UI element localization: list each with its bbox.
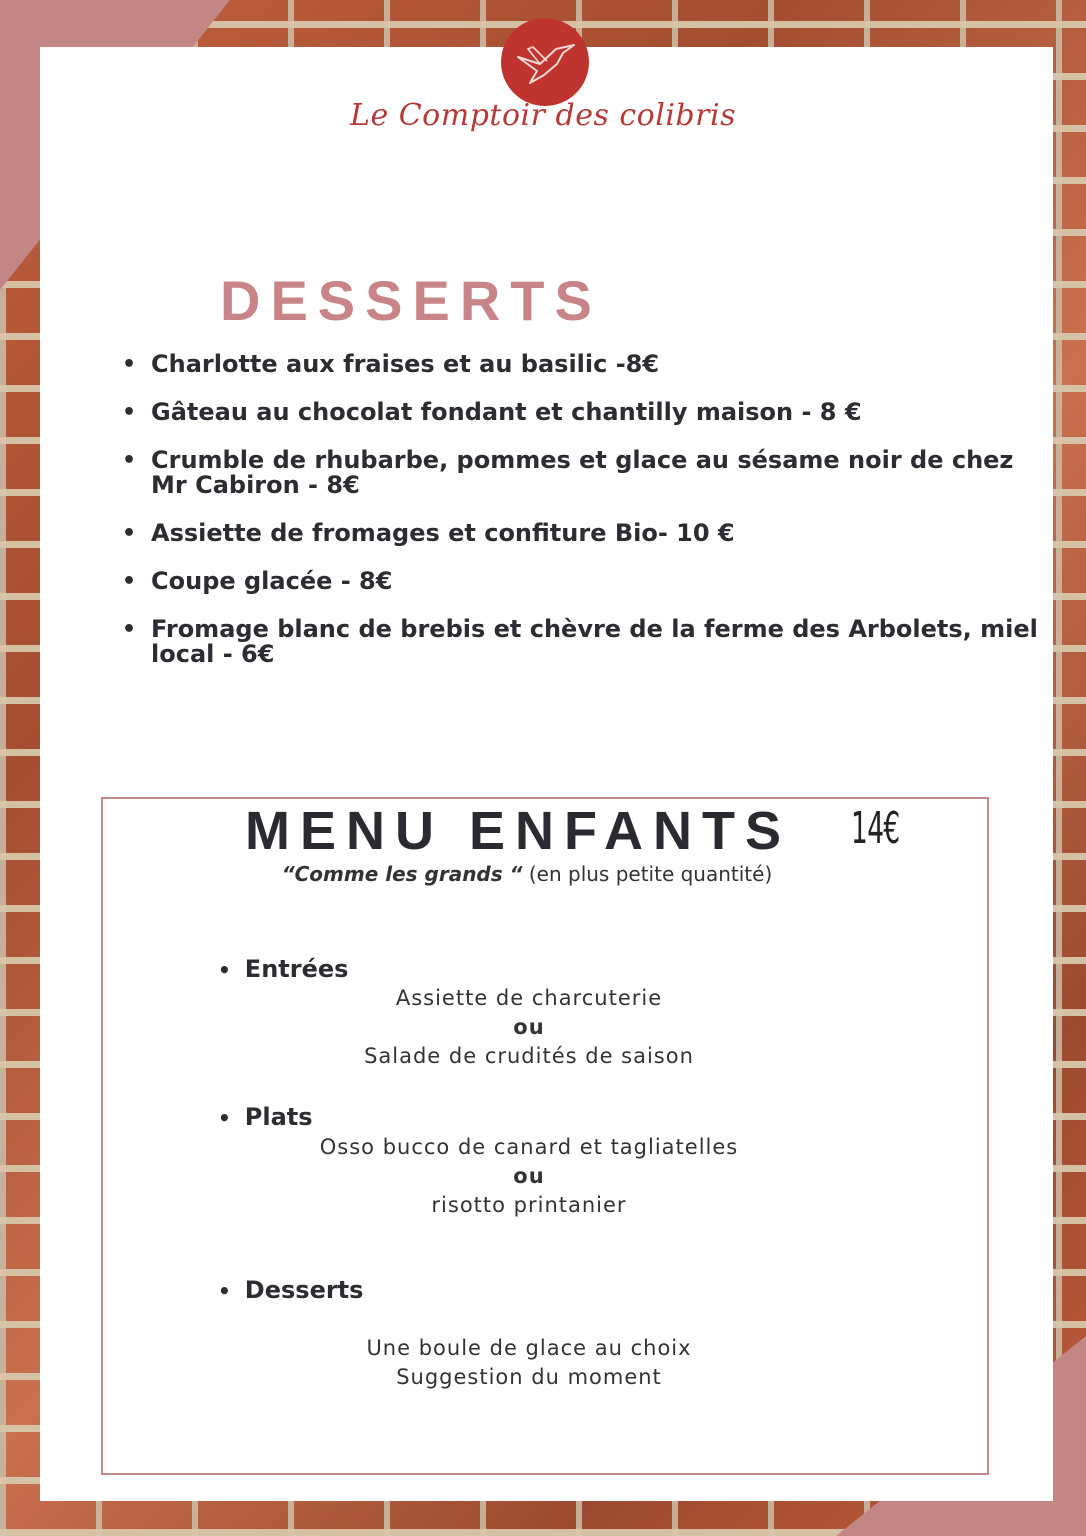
list-item: • Coupe glacée - 8€ xyxy=(118,569,1038,594)
brand-name: Le Comptoir des colibris xyxy=(350,98,736,133)
plat-option-1: Osso bucco de canard et tagliatelles xyxy=(319,1135,739,1159)
course-heading-entrees: • Entrées xyxy=(218,955,348,983)
list-item: • Charlotte aux fraises et au basilic -8€ xyxy=(118,352,1038,377)
plat-option-2: risotto printanier xyxy=(431,1193,627,1217)
entree-option-1: Assiette de charcuterie xyxy=(395,986,663,1010)
entree-option-2: Salade de crudités de saison xyxy=(364,1044,694,1068)
list-item: • Gâteau au chocolat fondant et chantilly maison - 8 € xyxy=(118,400,1038,425)
kids-menu-subtitle xyxy=(0,862,1054,886)
list-item: • Fromage blanc de brebis et chèvre de la ferme des Arbolets, miel local - 6€ xyxy=(118,617,1038,667)
course-heading-desserts: • Desserts xyxy=(218,1276,363,1304)
kids-menu-price: 14€ xyxy=(851,803,900,854)
dessert-list xyxy=(118,352,1038,690)
kids-menu-title: MENU ENFANTS xyxy=(245,801,792,861)
desserts-title: DESSERTS xyxy=(220,269,602,332)
list-item: • Assiette de fromages et confiture Bio- 10 € xyxy=(118,521,1038,546)
course-heading-plats: • Plats xyxy=(218,1103,313,1131)
list-item: • Crumble de rhubarbe, pommes et glace au sésame noir de chez Mr Cabiron - 8€ xyxy=(118,448,1038,498)
dessert-option-1: Une boule de glace au choix xyxy=(366,1336,692,1360)
entree-or: ou xyxy=(513,1015,545,1039)
dessert-option-2: Suggestion du moment xyxy=(396,1365,662,1389)
subtitle-note: (en plus petite quantité) xyxy=(522,862,773,886)
plat-or: ou xyxy=(513,1164,545,1188)
subtitle-quote: “Comme les grands “ xyxy=(281,862,523,886)
hummingbird-logo-icon xyxy=(500,17,590,107)
